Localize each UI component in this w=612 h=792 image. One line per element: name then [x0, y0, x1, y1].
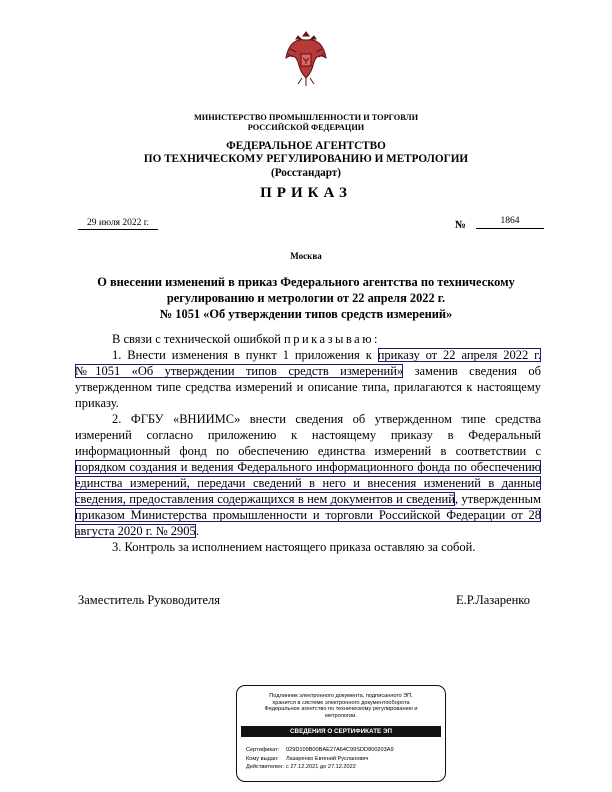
paragraph-1: 1. Внести изменения в пункт 1 приложения к приказу от 22 апреля 2022 г. №1051 «Об утверждении типов средств измерений» заменив сведения об утвержденном типе средства измерений и описание типа, прилагаются к настоящему приказу. [75, 348, 541, 410]
title-line3: № 1051 «Об утверждении типов средств измерений» [159, 307, 453, 321]
coat-of-arms-icon [284, 28, 328, 88]
paragraph-2: 2. ФГБУ «ВНИИМС» внести сведения об утвержденном типе средства измерений согласно приложению к настоящему приказу в Федеральный информационный фонд по обеспечению единства измерений в соответствии с порядком создания и ведения Федерального информационного фонда по обеспечению единства измерений, передачи сведений в него и внесения изменений в данные сведения, предоставления содержащихся в нем документов и сведений, утвержденным приказом Министерства промышленности и торговли Российской Федерации от 28 августа 2020 г. № 2905. [75, 412, 541, 538]
stamp-note: Подлинник электронного документа, подписанного ЭП, хранится в системе электронного документооборота Федеральное агентство по техническому регулированию и метрологии. [264, 693, 418, 719]
agency-line3: (Росстандарт) [270, 166, 342, 179]
agency-name [0, 140, 612, 180]
reference-order-1051: приказу от 22 апреля 2022 г. №1051 «Об утверждении типов средств измерений» [75, 348, 541, 378]
agency-line2: ПО ТЕХНИЧЕСКОМУ РЕГУЛИРОВАНИЮ И МЕТРОЛОГИИ [143, 153, 469, 166]
ministry-name [0, 113, 612, 133]
order-number: 1864 [476, 216, 544, 229]
reference-order-2905: приказом Министерства промышленности и торговли Российской Федерации от 28 августа 2020 г. № 2905 [75, 508, 541, 538]
paragraph-3: 3. Контроль за исполнением настоящего приказа оставляю за собой. [112, 540, 476, 554]
stamp-certificate-header: СВЕДЕНИЯ О СЕРТИФИКАТЕ ЭП [241, 726, 441, 737]
stamp-valid-row: Действителен: с 27.12.2021 до 27.12.2022 [246, 764, 356, 770]
ministry-line1: МИНИСТЕРСТВО ПРОМЫШЛЕННОСТИ И ТОРГОВЛИ [193, 113, 419, 122]
stamp-certificate-row: Сертификат: 029D109B00BAE27A64C99SDD800203A9 [246, 747, 394, 753]
order-title [0, 274, 612, 322]
order-body [75, 331, 541, 555]
intro-paragraph: В связи с технической ошибкой приказываю: [112, 332, 381, 346]
reference-procedure: порядком создания и ведения Федерального информационного фонда по обеспечению единства измерений, передачи сведений в него и внесения изменений в данные сведения, предоставления содержащихся в нем документов и сведений [75, 460, 541, 506]
title-line1: О внесении изменений в приказ Федерального агентства по техническому [97, 275, 515, 289]
order-date: 29 июля 2022 г. [78, 218, 158, 230]
stamp-issued-row: Кому выдан: Лазаренко Евгений Русланович [246, 756, 369, 762]
signatory-name: Е.Р.Лазаренко [456, 593, 530, 607]
document-type: ПРИКАЗ [260, 185, 352, 201]
e-signature-stamp [236, 685, 446, 782]
city: Москва [290, 251, 322, 261]
number-sign: № [455, 219, 467, 231]
signatory-role: Заместитель Руководителя [78, 593, 220, 607]
ministry-line2: РОССИЙСКОЙ ФЕДЕРАЦИИ [247, 123, 365, 132]
title-line2: регулированию и метрологии от 22 апреля 2022 г. [166, 291, 446, 305]
agency-line1: ФЕДЕРАЛЬНОЕ АГЕНТСТВО [226, 140, 386, 152]
